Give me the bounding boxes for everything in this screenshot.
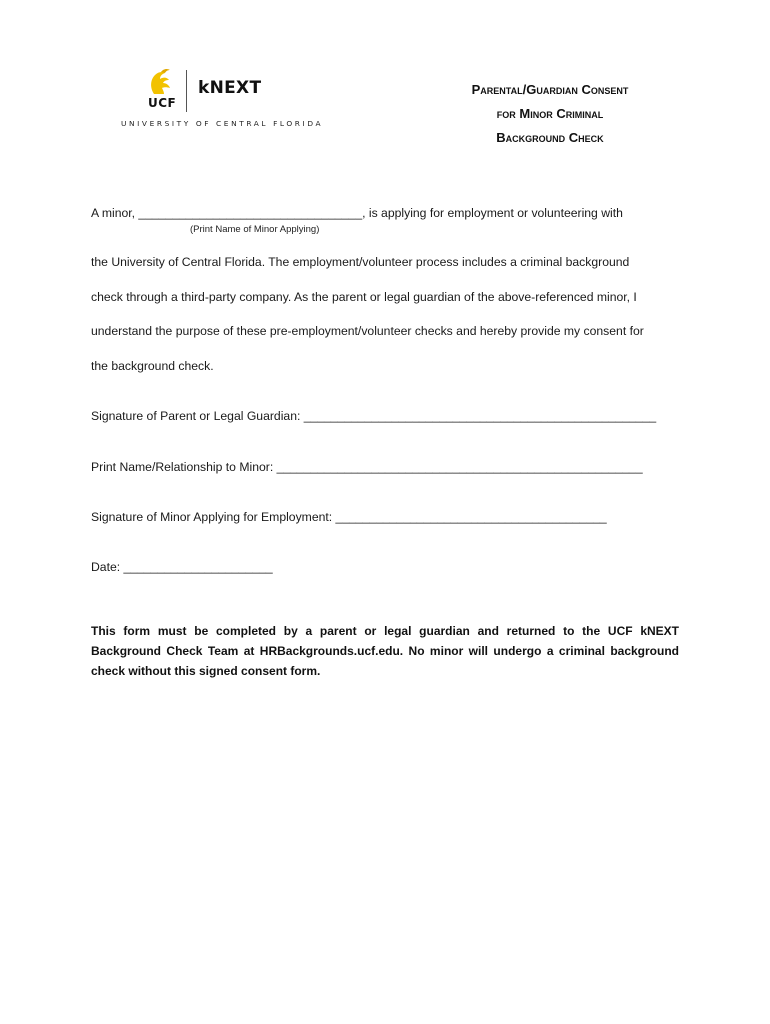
paragraph-line-1: the University of Central Florida. The employment/volunteer process includes a criminal background (91, 255, 630, 269)
pegasus-icon (148, 68, 174, 96)
paragraph-line-3: understand the purpose of these pre-employment/volunteer checks and hereby provide my consent for (91, 324, 644, 338)
submission-notice: This form must be completed by a parent or legal guardian and returned to the UCF kNEXT Background Check Team at HRBackgrounds.ucf.edu. No minor will undergo a criminal background check without this signed consent form. (91, 624, 679, 678)
logo-ucf-text: UCF (148, 96, 177, 110)
date-field[interactable]: Date: ______________________ (91, 560, 273, 574)
print-name-caption: (Print Name of Minor Applying) (190, 224, 320, 235)
logo-divider (186, 70, 187, 112)
paragraph-line-2: check through a third-party company. As the parent or legal guardian of the above-referenced minor, I (91, 290, 637, 304)
minor-signature-field[interactable]: Signature of Minor Applying for Employment: ________________________________________ (91, 510, 607, 524)
form-title (400, 78, 700, 150)
form-title-line3: Background Check (496, 130, 604, 145)
logo-university-text: UNIVERSITY OF CENTRAL FLORIDA (121, 119, 324, 128)
form-title-line2: for Minor Criminal (496, 106, 604, 121)
form-title-line1: Parental/Guardian Consent (471, 82, 629, 97)
logo-knext-text: kNEXT (198, 78, 262, 98)
guardian-signature-field[interactable]: Signature of Parent or Legal Guardian: ____________________________________________________ (91, 409, 657, 423)
intro-line: A minor, _________________________________, is applying for employment or volunteering with (91, 206, 623, 220)
paragraph-line-4: the background check. (91, 359, 214, 373)
print-name-relationship-field[interactable]: Print Name/Relationship to Minor: ______________________________________________________ (91, 460, 643, 474)
ucf-knext-logo (94, 64, 384, 150)
